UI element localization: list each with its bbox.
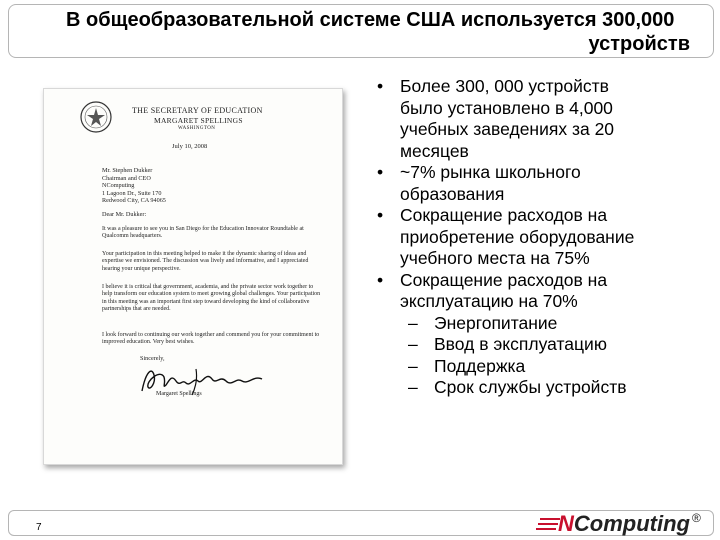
- sub-bullet-line: Ввод в эксплуатацию: [434, 334, 607, 354]
- slide-title-line2: устройств: [588, 33, 690, 55]
- letter-header-city: WASHINGTON: [178, 126, 216, 131]
- sub-bullet-marker: –: [408, 355, 418, 376]
- letter-salutation: Dear Mr. Dukker:: [102, 211, 147, 218]
- ncomputing-logo: [536, 512, 706, 536]
- bullet-line: Сокращение расходов на: [400, 205, 608, 225]
- letter-paragraph: I look forward to continuing our work together and commend you for your commitment to improved education. Very best wishes.: [102, 332, 320, 346]
- letter-image: [43, 88, 343, 465]
- letter-address: [102, 167, 166, 205]
- bullet-line: учебных заведениях за 20: [400, 119, 615, 139]
- bullet-marker: •: [377, 205, 384, 225]
- slide-title: [60, 8, 690, 56]
- sub-bullet-item: [372, 377, 712, 399]
- letter-header-name: MARGARET SPELLINGS: [154, 116, 243, 125]
- letter-paragraph: I believe it is critical that government, academia, and the private sector work together to help transform our education system to meet growing global challenges. Your participation in this meeting was an important first step toward developing the kind of collaborative partnerships that are needed.: [102, 284, 321, 313]
- sub-bullet-line: Срок службы устройств: [434, 377, 627, 397]
- sub-bullet-line: Поддержка: [434, 355, 526, 376]
- bullet-marker: •: [377, 269, 384, 290]
- bullet-line: Более 300, 000 устройств: [400, 76, 609, 96]
- address-line: Redwood City, CA 94065: [102, 197, 166, 205]
- address-line: NComputing: [102, 182, 135, 190]
- bullet-item: [372, 270, 712, 313]
- registered-mark: ®: [691, 511, 701, 525]
- address-line: 1 Lagoon Dr., Suite 170: [102, 189, 162, 197]
- sub-bullet-item: [372, 356, 712, 378]
- letter-signature-name: Margaret Spellings: [156, 391, 202, 397]
- sub-bullet-marker: –: [408, 377, 418, 397]
- bullet-marker: •: [377, 162, 384, 182]
- bullet-line: приобретение оборудование: [400, 226, 635, 247]
- bullet-line: ~7% рынка школьного: [400, 162, 581, 182]
- bullet-line: эксплуатацию на 70%: [400, 291, 578, 311]
- bullet-line: образования: [400, 183, 505, 204]
- sub-bullet-item: [372, 334, 712, 356]
- logo-wordmark: Computing: [573, 511, 690, 536]
- address-line: Chairman and CEO: [102, 174, 151, 182]
- letter-closing: Sincerely,: [140, 355, 165, 362]
- bullet-item: [372, 205, 712, 270]
- bullet-line: месяцев: [400, 140, 469, 161]
- slide-title-line1: В общеобразовательной системе США используется 300,000: [66, 9, 675, 31]
- sub-bullet-marker: –: [408, 312, 418, 333]
- letter-paragraph: It was a pleasure to see you in San Diego for the Education Innovator Roundtable at Qualcomm headquarters.: [102, 226, 304, 240]
- sub-bullet-item: [372, 313, 712, 335]
- logo-n: N: [558, 511, 574, 536]
- sub-bullet-marker: –: [408, 334, 418, 354]
- letter-paragraph: Your participation in this meeting helped to make it the dynamic sharing of ideas and expertise we envisioned. The discussion was lively and informative, and I appreciated hearing your unique perspective.: [102, 251, 309, 272]
- bullet-item: [372, 162, 712, 205]
- bullet-line: Сокращение расходов на: [400, 269, 608, 290]
- letter-date: July 10, 2008: [172, 143, 208, 150]
- bullet-line: учебного места на 75%: [400, 248, 590, 268]
- letter-header-title: THE SECRETARY OF EDUCATION: [132, 106, 263, 115]
- address-line: Mr. Stephen Dukker: [102, 167, 153, 174]
- bullet-marker: •: [377, 76, 384, 96]
- bullet-item: [372, 76, 712, 162]
- bullet-line: было установлено в 4,000: [400, 97, 613, 118]
- department-seal-icon: [80, 101, 112, 133]
- sub-bullet-line: Энергопитание: [434, 312, 558, 333]
- bullet-list: [372, 76, 712, 399]
- page-number: 7: [36, 522, 42, 533]
